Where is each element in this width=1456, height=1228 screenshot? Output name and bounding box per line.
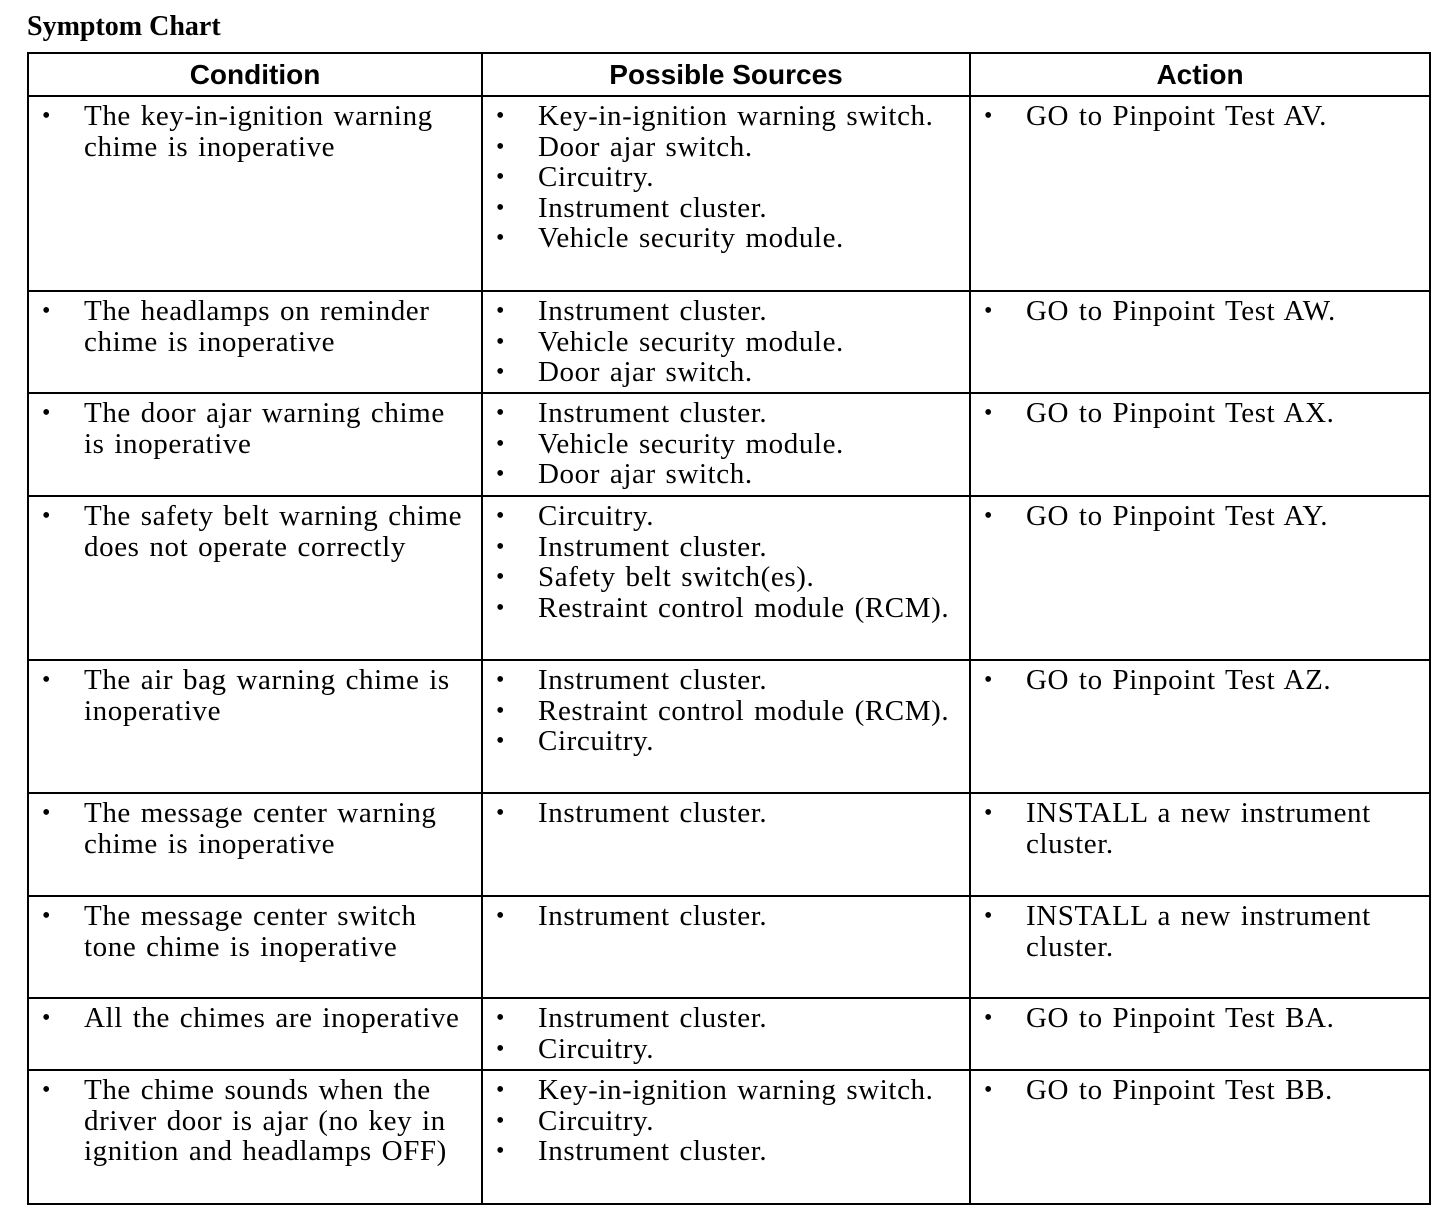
action-cell xyxy=(970,496,1430,660)
list-item: • Instrument cluster. xyxy=(483,1003,969,1034)
list-item: • Door ajar switch. xyxy=(483,357,969,388)
list-item: • GO to Pinpoint Test AW. xyxy=(971,296,1429,327)
list-item: • Restraint control module (RCM). xyxy=(483,696,969,727)
action-cell-list xyxy=(971,296,1429,327)
list-item: • Circuitry. xyxy=(483,162,969,193)
condition-cell xyxy=(28,496,482,660)
table-row xyxy=(28,496,1430,660)
possible-sources-cell-list xyxy=(483,101,969,254)
possible-sources-cell xyxy=(482,793,970,896)
possible-sources-cell-list xyxy=(483,1075,969,1167)
action-cell xyxy=(970,998,1430,1070)
condition-cell xyxy=(28,96,482,291)
condition-cell xyxy=(28,896,482,998)
list-item: • Safety belt switch(es). xyxy=(483,562,969,593)
possible-sources-cell xyxy=(482,660,970,793)
table-row xyxy=(28,660,1430,793)
condition-cell xyxy=(28,998,482,1070)
list-item: • INSTALL a new instrument cluster. xyxy=(971,901,1429,962)
list-item: • Circuitry. xyxy=(483,726,969,757)
action-cell xyxy=(970,96,1430,291)
possible-sources-cell xyxy=(482,496,970,660)
table-row xyxy=(28,393,1430,496)
list-item: • Circuitry. xyxy=(483,1106,969,1137)
action-cell xyxy=(970,291,1430,393)
possible-sources-cell-list xyxy=(483,1003,969,1064)
condition-cell-list xyxy=(29,296,481,357)
action-cell-list xyxy=(971,665,1429,696)
possible-sources-cell xyxy=(482,1070,970,1204)
action-cell-list xyxy=(971,901,1429,962)
table-row xyxy=(28,96,1430,291)
header-action: Action xyxy=(970,53,1430,96)
list-item: • The air bag warning chime is inoperative xyxy=(29,665,481,726)
action-cell-list xyxy=(971,1075,1429,1106)
list-item: • Door ajar switch. xyxy=(483,132,969,163)
condition-cell-list xyxy=(29,1003,481,1034)
header-row xyxy=(28,53,1430,96)
list-item: • GO to Pinpoint Test AV. xyxy=(971,101,1429,132)
action-cell-list xyxy=(971,1003,1429,1034)
condition-cell xyxy=(28,660,482,793)
possible-sources-cell-list xyxy=(483,296,969,388)
possible-sources-cell xyxy=(482,896,970,998)
list-item: • The message center switch tone chime is inoperative xyxy=(29,901,481,962)
possible-sources-cell-list xyxy=(483,901,969,932)
condition-cell-list xyxy=(29,101,481,162)
list-item: • GO to Pinpoint Test BA. xyxy=(971,1003,1429,1034)
condition-cell-list xyxy=(29,901,481,962)
list-item: • INSTALL a new instrument cluster. xyxy=(971,798,1429,859)
list-item: • Vehicle security module. xyxy=(483,327,969,358)
list-item: • Door ajar switch. xyxy=(483,459,969,490)
list-item: • GO to Pinpoint Test AX. xyxy=(971,398,1429,429)
list-item: • GO to Pinpoint Test AZ. xyxy=(971,665,1429,696)
list-item: • The key-in-ignition warning chime is inoperative xyxy=(29,101,481,162)
action-cell xyxy=(970,660,1430,793)
page-title: Symptom Chart xyxy=(27,11,221,42)
condition-cell-list xyxy=(29,665,481,726)
condition-cell-list xyxy=(29,398,481,459)
list-item: • Instrument cluster. xyxy=(483,193,969,224)
action-cell-list xyxy=(971,101,1429,132)
list-item: • GO to Pinpoint Test BB. xyxy=(971,1075,1429,1106)
list-item: • The door ajar warning chime is inoperative xyxy=(29,398,481,459)
list-item: • The safety belt warning chime does not operate correctly xyxy=(29,501,481,562)
possible-sources-cell xyxy=(482,291,970,393)
condition-cell xyxy=(28,793,482,896)
list-item: • All the chimes are inoperative xyxy=(29,1003,481,1034)
table-row xyxy=(28,793,1430,896)
condition-cell-list xyxy=(29,1075,481,1167)
condition-cell xyxy=(28,393,482,496)
action-cell xyxy=(970,1070,1430,1204)
condition-cell xyxy=(28,291,482,393)
header-possible-sources: Possible Sources xyxy=(482,53,970,96)
list-item: • Key-in-ignition warning switch. xyxy=(483,101,969,132)
list-item: • Instrument cluster. xyxy=(483,296,969,327)
symptom-table xyxy=(27,52,1431,1205)
list-item: • Circuitry. xyxy=(483,501,969,532)
possible-sources-cell xyxy=(482,393,970,496)
list-item: • The headlamps on reminder chime is inoperative xyxy=(29,296,481,357)
table-row xyxy=(28,291,1430,393)
action-cell xyxy=(970,393,1430,496)
table-row xyxy=(28,998,1430,1070)
condition-cell-list xyxy=(29,798,481,859)
possible-sources-cell-list xyxy=(483,398,969,490)
action-cell xyxy=(970,896,1430,998)
list-item: • Instrument cluster. xyxy=(483,798,969,829)
list-item: • Instrument cluster. xyxy=(483,532,969,563)
condition-cell-list xyxy=(29,501,481,562)
table-row xyxy=(28,1070,1430,1204)
possible-sources-cell-list xyxy=(483,501,969,623)
list-item: • Key-in-ignition warning switch. xyxy=(483,1075,969,1106)
list-item: • Instrument cluster. xyxy=(483,901,969,932)
action-cell xyxy=(970,793,1430,896)
header-condition: Condition xyxy=(28,53,482,96)
action-cell-list xyxy=(971,398,1429,429)
list-item: • Instrument cluster. xyxy=(483,398,969,429)
possible-sources-cell xyxy=(482,96,970,291)
list-item: • Vehicle security module. xyxy=(483,223,969,254)
list-item: • Restraint control module (RCM). xyxy=(483,593,969,624)
table-body xyxy=(28,96,1430,1204)
list-item: • Vehicle security module. xyxy=(483,429,969,460)
possible-sources-cell xyxy=(482,998,970,1070)
table-row xyxy=(28,896,1430,998)
possible-sources-cell-list xyxy=(483,665,969,757)
action-cell-list xyxy=(971,798,1429,859)
list-item: • The message center warning chime is inoperative xyxy=(29,798,481,859)
list-item: • Instrument cluster. xyxy=(483,1136,969,1167)
list-item: • The chime sounds when the driver door is ajar (no key in ignition and headlamps OFF) xyxy=(29,1075,481,1167)
action-cell-list xyxy=(971,501,1429,532)
list-item: • Circuitry. xyxy=(483,1034,969,1065)
list-item: • GO to Pinpoint Test AY. xyxy=(971,501,1429,532)
possible-sources-cell-list xyxy=(483,798,969,829)
condition-cell xyxy=(28,1070,482,1204)
list-item: • Instrument cluster. xyxy=(483,665,969,696)
